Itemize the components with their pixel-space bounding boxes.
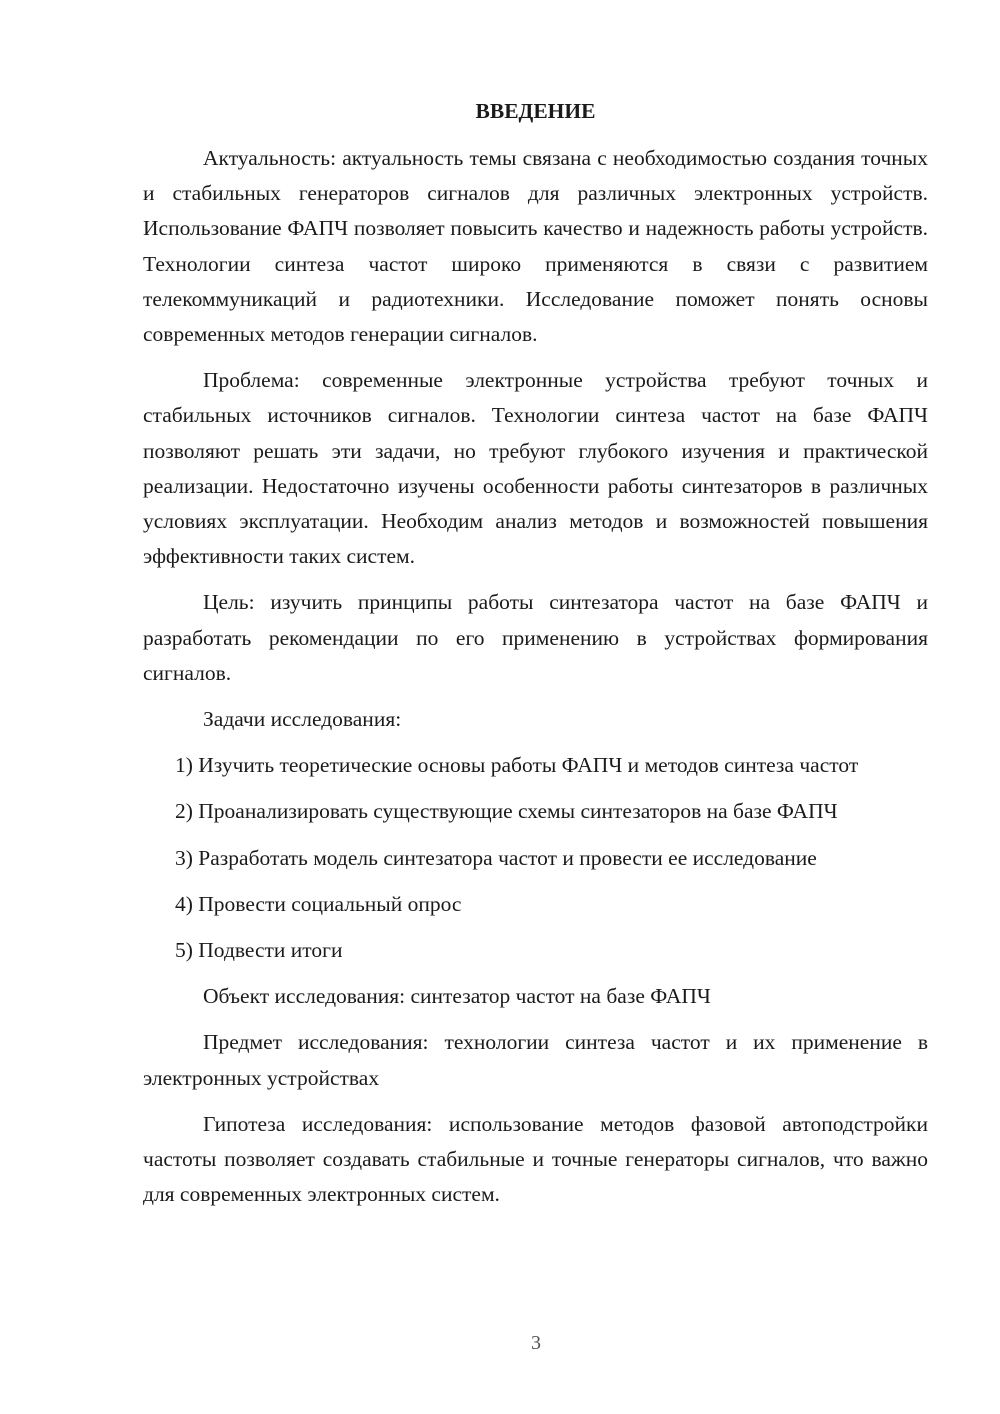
relevance-paragraph: Актуальность: актуальность темы связана с необходимостью создания точных и стабильных генераторов сигналов для различных электронных устройств. Использование ФАПЧ позволяет повысить качество и надежность работы устройств. Технологии синтеза частот широко применяются в связи с развитием телекоммуникаций и радиотехники. Исследование поможет понять основы современных методов генерации сигналов. <box>143 146 928 347</box>
task-item-5: 5) Подвести итоги <box>175 938 343 963</box>
hypothesis-paragraph: Гипотеза исследования: использование методов фазовой автоподстройки частоты позволяет создавать стабильные и точные генераторы сигналов, что важно для современных электронных систем. <box>143 1111 928 1207</box>
task-item-4: 4) Провести социальный опрос <box>175 891 462 916</box>
task-item-3: 3) Разработать модель синтезатора частот и провести ее исследование <box>175 845 817 870</box>
task-item-1: 1) Изучить теоретические основы работы ФАПЧ и методов синтеза частот <box>175 753 859 778</box>
task-item-2: 2) Проанализировать существующие схемы синтезаторов на базе ФАПЧ <box>175 799 838 824</box>
page-content <box>143 94 928 1223</box>
page-number: 3 <box>531 1332 541 1354</box>
object-paragraph: Объект исследования: синтезатор частот на базе ФАПЧ <box>203 984 711 1009</box>
problem-paragraph: Проблема: современные электронные устройства требуют точных и стабильных источников сигналов. Технологии синтеза частот на базе ФАПЧ позволяют решать эти задачи, но требуют глубокого изучения и практической реализации. Недостаточно изучены особенности работы синтезаторов в различных условиях эксплуатации. Необходим анализ методов и возможностей повышения эффективности таких систем. <box>143 368 928 569</box>
subject-paragraph: Предмет исследования: технологии синтеза частот и их применение в электронных устройствах <box>143 1030 928 1090</box>
tasks-heading: Задачи исследования: <box>203 707 402 732</box>
goal-paragraph: Цель: изучить принципы работы синтезатора частот на базе ФАПЧ и разработать рекомендации по его применению в устройствах формирования сигналов. <box>143 590 928 685</box>
section-title: ВВЕДЕНИЕ <box>475 99 596 123</box>
